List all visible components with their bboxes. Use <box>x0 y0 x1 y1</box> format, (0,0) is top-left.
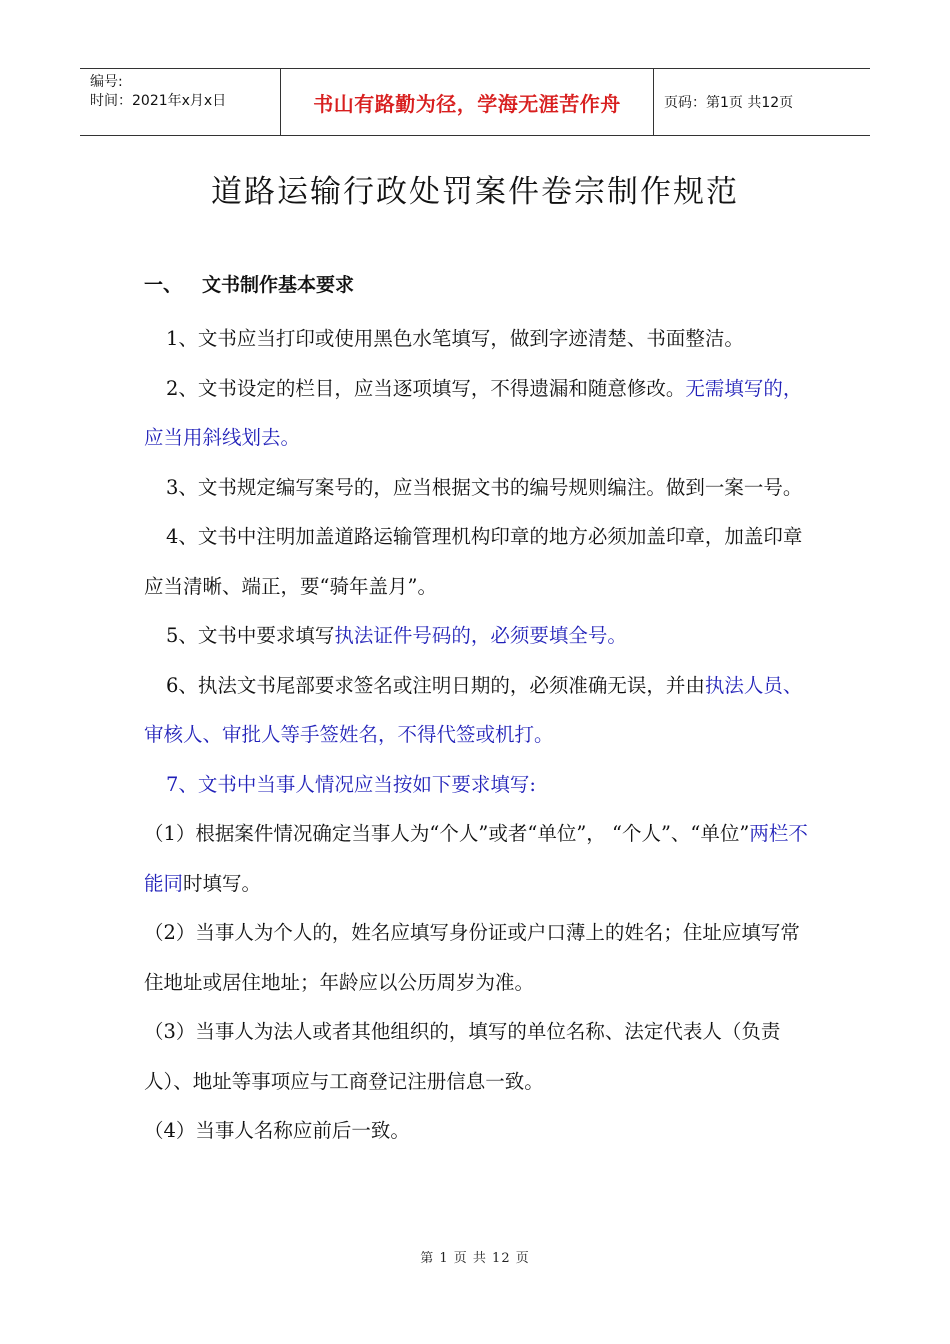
paragraph <box>144 661 812 760</box>
paragraph-text: 1、文书应当打印或使用黑色水笔填写，做到字迹清楚、书面整洁。 <box>166 327 744 350</box>
paragraph-highlight: 无需填写的，应当用斜线划去。 <box>144 376 803 449</box>
header-meta <box>80 69 280 135</box>
paragraph-text: 6、执法文书尾部要求签名或注明日期的，必须准确无误，并由 <box>166 673 705 697</box>
paragraph-highlight: 执法人员、审核人、审批人等手签姓名，不得代签或机打。 <box>144 673 803 746</box>
document-header <box>80 68 870 136</box>
paragraph <box>144 1007 812 1106</box>
paragraph-text-tail: 时填写。 <box>183 871 262 895</box>
paragraph-highlight: 两栏不能同 <box>144 822 808 895</box>
header-motto: 书山有路勤为径，学海无涯苦作舟 <box>280 69 654 135</box>
paragraph-text: 3、文书规定编写案号的，应当根据文书的编号规则编注。做到一案一号。 <box>166 475 803 499</box>
paragraph <box>144 364 812 463</box>
paragraph <box>144 1106 812 1156</box>
paragraph <box>144 512 812 611</box>
paragraph <box>144 760 812 810</box>
paragraph-text: （1）根据案件情况确定当事人为“个人”或者“单位”， “个人”、“单位” <box>144 822 750 845</box>
paragraph <box>144 908 812 1007</box>
document-title: 道路运输行政处罚案件卷宗制作规范 <box>211 174 739 210</box>
paragraph-text: （2）当事人为个人的，姓名应填写身份证或户口薄上的姓名；住址应填写常住地址或居住地址；年龄应以公历周岁为准。 <box>144 921 800 994</box>
section-number: 一、 <box>144 274 183 296</box>
paragraph-text: 4、文书中注明加盖道路运输管理机构印章的地方必须加盖印章，加盖印章应当清晰、端正，要“骑年盖月”。 <box>144 525 803 598</box>
section-heading <box>144 270 354 297</box>
number-label: 编号: <box>90 74 123 90</box>
section-title: 文书制作基本要求 <box>202 274 355 296</box>
paragraph-highlight: 执法证件号码的，必须要填全号。 <box>334 624 627 647</box>
paragraph <box>144 611 812 661</box>
header-page-info: 页码：第1页 共12页 <box>664 95 794 111</box>
paragraph-text: 5、文书中要求填写 <box>166 624 335 647</box>
time-label: 时间：2021年x月x日 <box>90 93 227 109</box>
paragraph-text: （4）当事人名称应前后一致。 <box>144 1119 410 1142</box>
paragraph-text: 2、文书设定的栏目，应当逐项填写，不得遗漏和随意修改。 <box>166 376 686 400</box>
paragraph-highlight: 7、文书中当事人情况应当按如下要求填写: <box>166 772 536 796</box>
paragraph <box>144 463 812 513</box>
paragraph <box>144 314 812 364</box>
paragraph-text: （3）当事人为法人或者其他组织的，填写的单位名称、法定代表人（负责人）、地址等事项应与工商登记注册信息一致。 <box>144 1020 781 1093</box>
page-footer: 第 1 页 共 12 页 <box>420 1251 530 1266</box>
body-content <box>144 314 812 1156</box>
paragraph <box>144 809 812 908</box>
